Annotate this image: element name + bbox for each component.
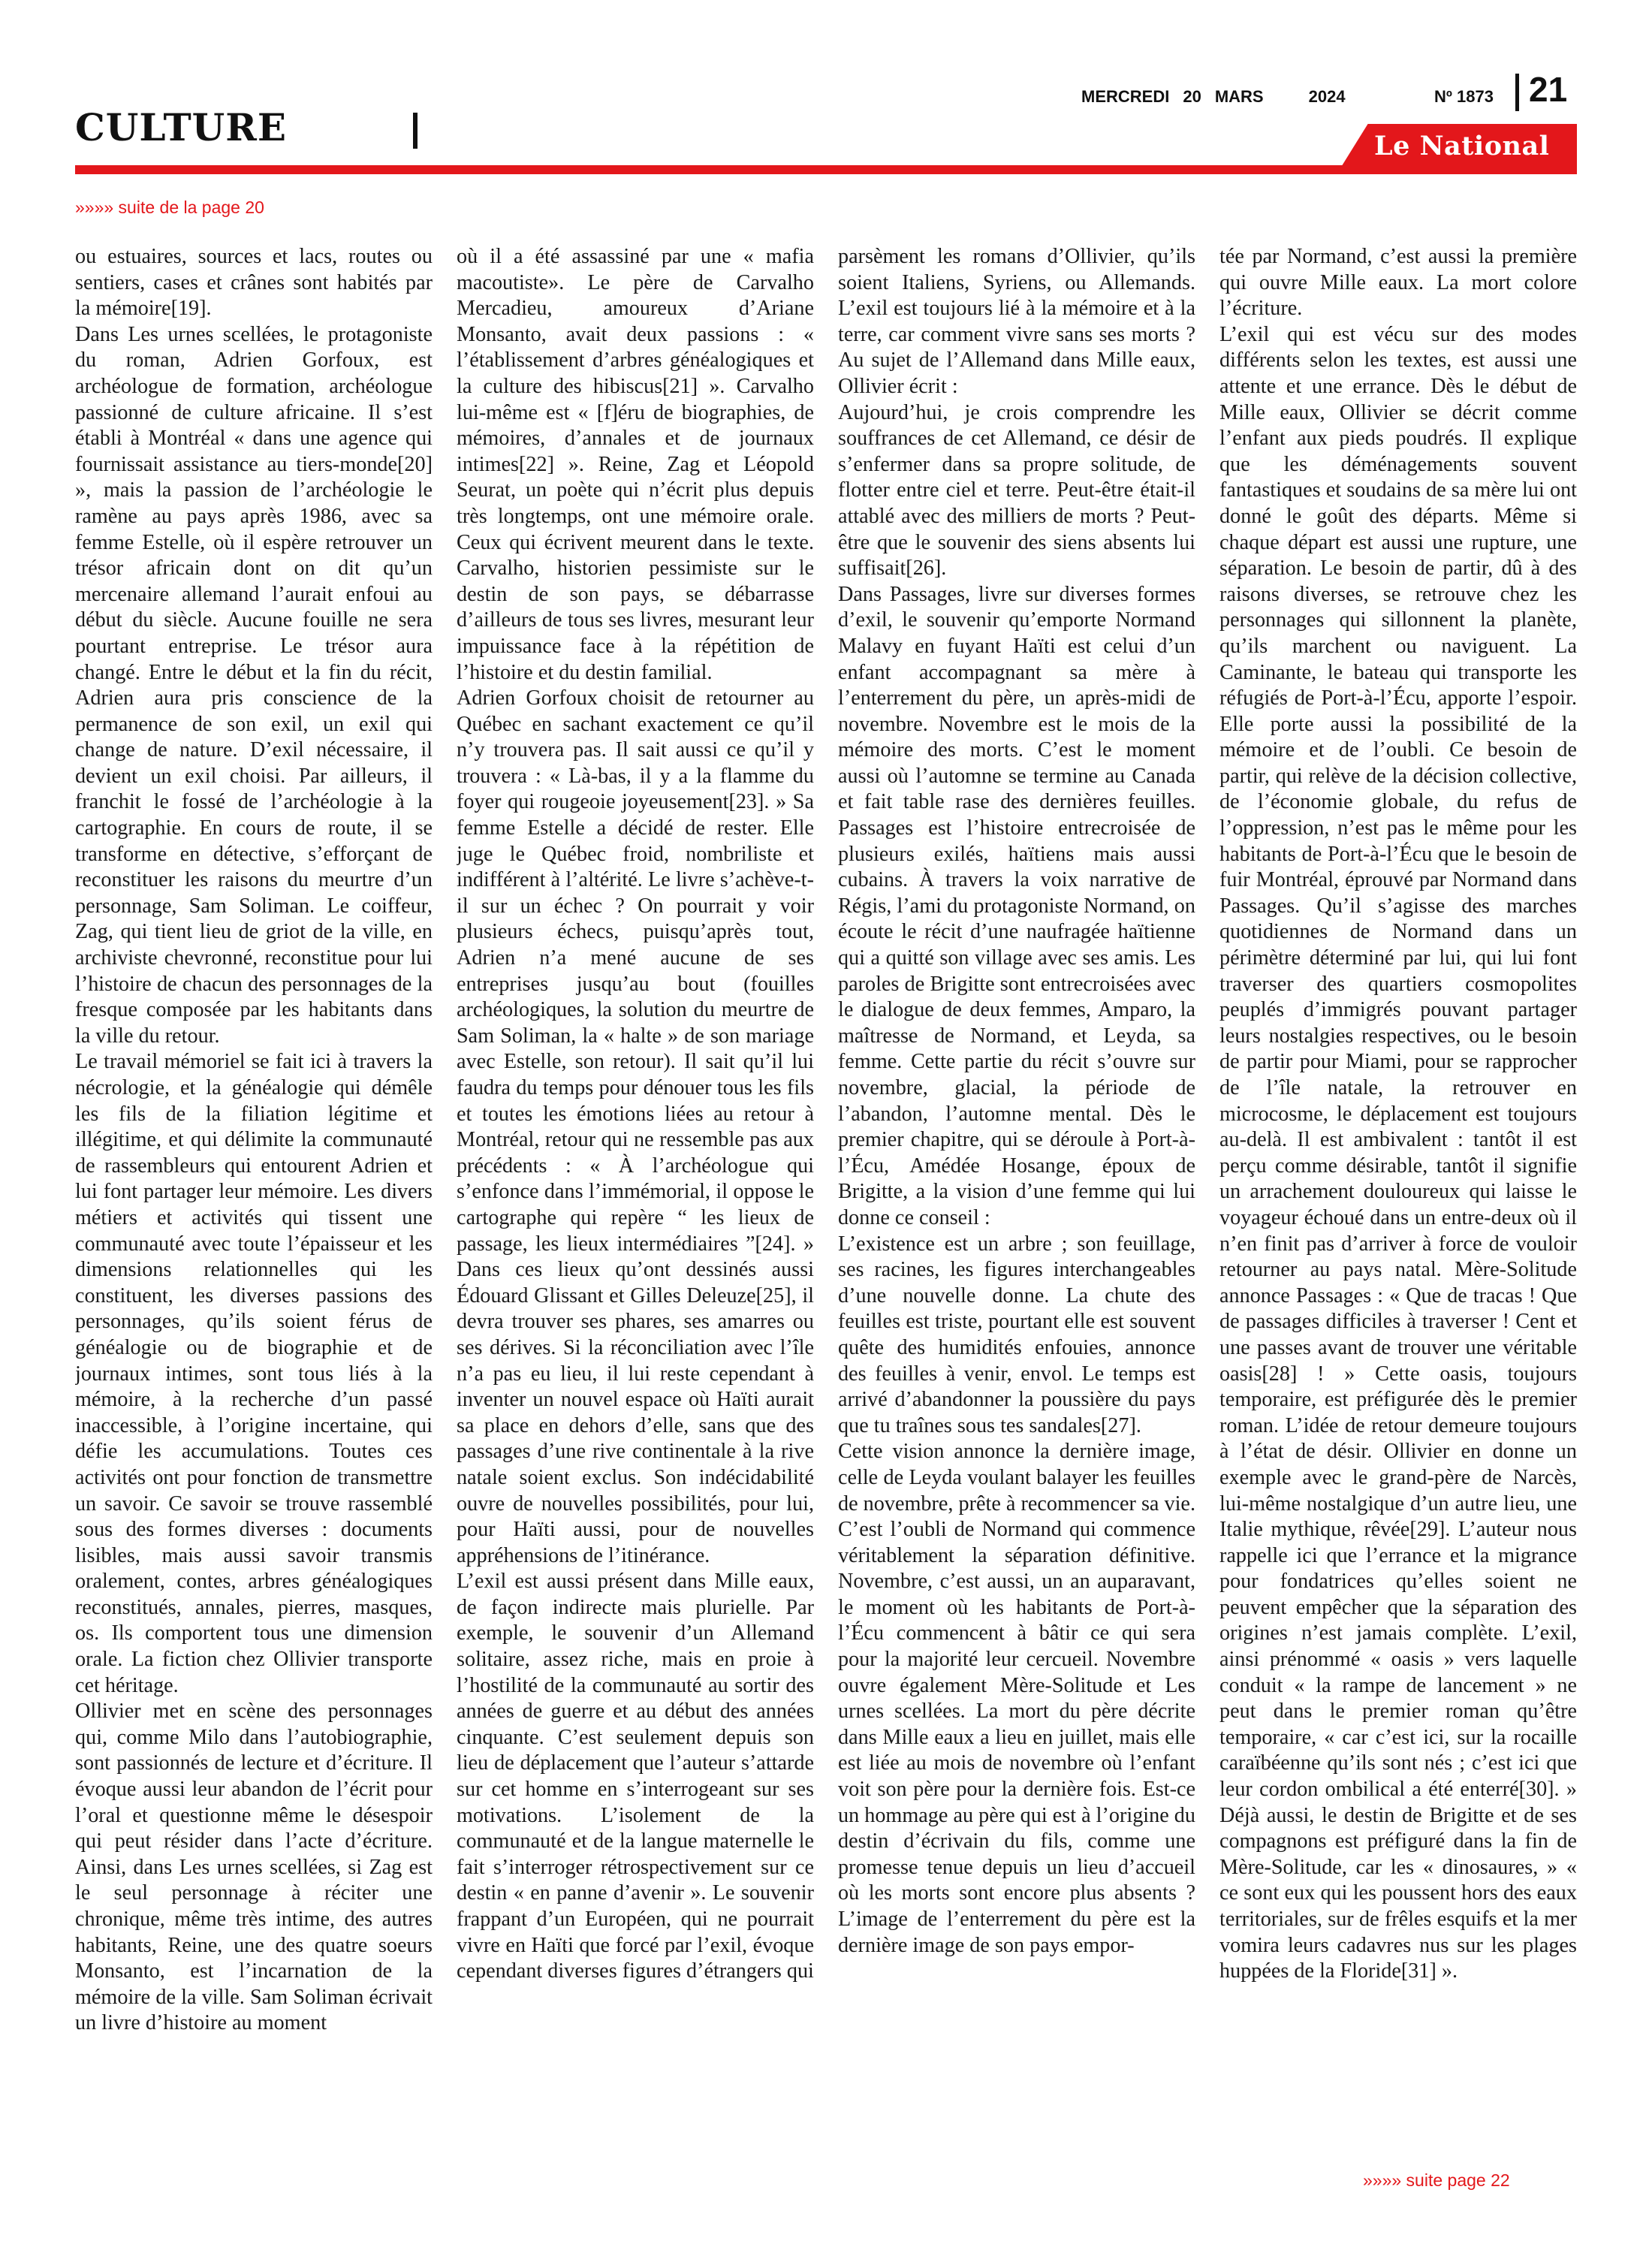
paragraph: Le travail mémoriel se fait ici à travers la nécrologie, et la généalogie qui démêle les fils de la filiation légitime et illégitime, et qui délimite la communauté de rassembleurs qui entourent Adrien et lui font partager leur mémoire. Les divers métiers et activités qui tissent une communauté avec toute l’épaisseur et les dimensions relationnelles qui les constituent, les diverses passions des personnages, qu’ils soient férus de généalogie ou de biographie et de journaux intimes, sont tous liés à la mémoire, à la recherche d’un passé inaccessible, à l’origine incertaine, qui défie les accumulations. Toutes ces activités ont pour fonction de transmettre un savoir. Ce savoir se trouve rassemblé sous des formes diverses : documents lisibles, mais aussi savoir transmis oralement, contes, arbres généalogiques reconstitués, annales, pierres, masques, os. Ils comportent tous une dimension orale. La fiction chez Ollivier transporte cet héritage.: [75, 1050, 433, 1697]
date-month: MARS: [1214, 87, 1264, 106]
brand-name: Le National: [1374, 131, 1550, 161]
paragraph: Cette vision annonce la dernière image, celle de Leyda voulant balayer les feuilles de novembre, prête à recommencer sa vie. C’est l’oubli de Normand qui commence véritablement la séparation définitive. Novembre, c’est aussi, un an auparavant, le moment où les habitants de Port-à-l’Écu commencent à bâtir ce qui sera pour la majorité leur cercueil. Novembre ouvre également Mère-Solitude et Les urnes scellées. La mort du père décrite dans Mille eaux a lieu en juillet, mais elle est liée au mois de novembre où l’enfant voit son père pour la dernière fois. Est-ce un hommage au père qui est à l’origine du destin d’écrivain du fils, comme une promesse tenue depuis un lieu d’accueil où les morts sont encore plus absents ? L’image de l’enterrement du père est la dernière image de son pays empor-: [838, 1440, 1195, 1957]
paragraph: Dans Les urnes scellées, le protagoniste du roman, Adrien Gorfoux, est archéologue de formation, archéologue passionné de culture africaine. Il s’est établi à Montréal « dans une agence qui fournissait assistance au tiers-monde[20] », mais la passion de l’archéologie le ramène au pays après 1986, avec sa femme Estelle, où il espère retrouver un trésor africain dont on dit qu’un mercenaire allemand l’aurait enfoui au début du siècle. Aucune fouille ne sera pourtant entreprise. Le trésor aura changé. Entre le début et la fin du récit, Adrien aura pris conscience de la permanence de son exil, un exil qui change de nature. D’exil nécessaire, il devient un exil choisi. Par ailleurs, il franchit le fossé de l’archéologie à la cartographie. En cours de route, il se transforme en détective, s’efforçant de reconstituer les raisons du meurtre d’un personnage, Sam Soliman. Le coiffeur, Zag, qui tient lieu de griot de la ville, en archiviste chevronné, reconstitue pour lui l’histoire de chacun des personnages de la fresque composée par les habitants dans la ville du retour.: [75, 322, 433, 1048]
issue-date: [1081, 87, 1359, 107]
block-quote: Aujourd’hui, je crois comprendre les souffrances de cet Allemand, ce désir de s’enfermer dans sa propre solitude, de flotter entre ciel et terre. Peut-être était-il attablé avec des milliers de morts ? Peut-être que le souvenir des siens absents lui suffisait[26].: [838, 400, 1195, 581]
date-day: 20: [1183, 87, 1201, 106]
paragraph: ou estuaires, sources et lacs, routes ou sentiers, cases et crânes sont habités par la mémoire[19].: [75, 245, 433, 321]
column-2: [457, 244, 814, 2167]
paragraph: parsèment les romans d’Ollivier, qu’ils soient Italiens, Syriens, ou Allemands. L’exil est toujours lié à la mémoire et à la terre, car comment vivre sans ses morts ? Au sujet de l’Allemand dans Mille eaux, Ollivier écrit :: [838, 245, 1195, 398]
page-number: 21: [1529, 70, 1568, 109]
column-1: [75, 244, 433, 2167]
paragraph: où il a été assassiné par une « mafia macoutiste». Le père de Carvalho Mercadieu, amoureux d’Ariane Monsanto, avait deux passions : « l’établissement d’arbres généalogiques et la culture des hibiscus[21] ». Carvalho lui-même est « [f]éru de biographies, de mémoires, d’annales et de journaux intimes[22] ». Reine, Zag et Léopold Seurat, un poète qui n’écrit plus depuis très longtemps, ont une mémoire orale. Ceux qui écrivent meurent dans le texte. Carvalho, historien pessimiste sur le destin de son pays, se débarrasse d’ailleurs de tous ses livres, mesurant leur impuissance face à la répétition de l’histoire et du destin familial.: [457, 245, 814, 684]
paragraph: L’exil qui est vécu sur des modes différents selon les textes, est aussi une attente et une errance. Dès le début de Mille eaux, Ollivier se décrit comme l’enfant aux pieds poudrés. Il explique que les déménagements souvent fantastiques et soudains de sa mère lui ont donné le goût des départs. Même si chaque départ est aussi une rupture, une séparation. Le besoin de partir, dû à des raisons diverses, se retrouve chez les personnages qui sillonnent la planète, qu’ils marchent ou naviguent. La Caminante, le bateau qui transporte les réfugiés de Port-à-l’Écu, apporte l’espoir. Elle porte aussi la possibilité de la mémoire et de l’oubli. Ce besoin de partir, qui relève de la décision collective, de l’économie globale, du refus de l’oppression, n’est pas le même pour les habitants de Port-à-l’Écu que le besoin de fuir Montréal, éprouvé par Normand dans Passages. Qu’il s’agisse des marches quotidiennes de Normand dans un périmètre déterminé par lui, qui lui font traverser des quartiers cosmopolites peuplés d’immigrés pouvant partager leurs nostalgies respectives, ou le besoin de partir pour Miami, pour se rapprocher de l’île natale, la retrouver en microcosme, le déplacement est toujours au-delà. Il est ambivalent : tantôt il est perçu comme désirable, tantôt il signifie un arrachement douloureux qui laisse le voyageur échoué dans un entre-deux où il n’en finit pas d’arriver à force de vouloir retourner au pays natal. Mère-Solitude annonce Passages : « Que de tracas ! Que de passages difficiles à traverser ! Cent et une passes avant de trouver une véritable oasis[28] ! » Cette oasis, toujours temporaire, est préfigurée dès le premier roman. L’idée de retour demeure toujours à l’état de désir. Ollivier en donne un exemple avec le grand-père de Narcès, lui-même nostalgique d’un autre lieu, une Italie mythique, rêvée[29]. L’auteur nous rappelle ici que l’errance et la migrance pour fondatrices qu’elles soient ne peuvent empêcher que la séparation des origines n’est jamais complète. L’exil, ainsi prénommé « oasis » vers laquelle conduit « la rampe de lancement » ne peut dans le premier roman qu’être temporaire, « car c’est ici, sur la rocaille caraïbéenne qu’ils sont nés ; c’est ici que leur cordon ombilical a été enterré[30]. » Déjà aussi, le destin de Brigitte et de ses compagnons est préfiguré dans la fin de Mère-Solitude, car les « dinosaures, » « ce sont eux qui les poussent hors des eaux territoriales, sur de frêles esquifs et la mer vomira leurs cadavres nus sur les plages huppées de la Floride[31] ».: [1219, 322, 1577, 1983]
date-weekday: MERCREDI: [1081, 87, 1170, 106]
section-title: CULTURE: [75, 105, 287, 149]
block-quote: L’existence est un arbre ; son feuillage, ses racines, les figures interchangeables d’une nouvelle donne. La chute des feuilles est triste, pourtant elle est souvent quête des humidités enfouies, annonce des feuilles à venir, envol. Le temps est arrivé d’abandonner la poussière du pays que tu traînes sous tes sandales[27].: [838, 1232, 1195, 1437]
date-year: 2024: [1308, 87, 1346, 106]
continued-from-link[interactable]: »»»» suite de la page 20: [75, 198, 264, 217]
paragraph: Ollivier met en scène des personnages qui, comme Milo dans l’autobiographie, sont passionnés de lecture et d’écriture. Il évoque aussi leur abandon de l’écrit pour l’oral et questionne même le désespoir qui peut résider dans l’acte d’écriture. Ainsi, dans Les urnes scellées, si Zag est le seul personnage à réciter une chronique, même très intime, des autres habitants, Reine, une des quatre soeurs Monsanto, est l’incarnation de la mémoire de la ville. Sam Soliman écrivait un livre d’histoire au moment: [75, 1700, 433, 2035]
column-4: [1219, 244, 1577, 2167]
paragraph: tée par Normand, c’est aussi la première qui ouvre Mille eaux. La mort colore l’écriture.: [1219, 245, 1577, 321]
issue-number: Nº 1873: [1434, 87, 1494, 106]
header-divider: [1515, 74, 1519, 111]
paragraph: Adrien Gorfoux choisit de retourner au Québec en sachant exactement ce qu’il n’y trouvera pas. Il sait aussi ce qu’il y trouvera : « Là-bas, il y a la flamme du foyer qui rougeoie joyeusement[23]. » Sa femme Estelle a décidé de rester. Elle juge le Québec froid, nombriliste et indifférent à l’altérité. Le livre s’achève-t-il sur un échec ? On pourrait y voir plusieurs échecs, puisqu’après tout, Adrien n’a mené aucune de ses entreprises jusqu’au bout (fouilles archéologiques, la solution du meurtre de Sam Soliman, la « halte » de son mariage avec Estelle, son retour). Il sait qu’il lui faudra du temps pour dénouer tous les fils et toutes les émotions liées au retour à Montréal, retour qui ne ressemble pas aux précédents : « À l’archéologue qui s’enfonce dans l’immémorial, il oppose le cartographe qui repère “ les lieux de passage, les lieux intermédiaires ”[24]. » Dans ces lieux qu’ont dessinés aussi Édouard Glissant et Gilles Deleuze[25], il devra trouver ses phares, ses amarres ou ses dérives. Si la réconciliation avec l’île n’a pas eu lieu, il lui reste cependant à inventer un nouvel espace où Haïti aurait sa place en dehors d’elle, sans que des passages d’une rive continentale à la rive natale soient exclus. Son indécidabilité ouvre de nouvelles possibilités, pour lui, pour Haïti aussi, pour de nouvelles appréhensions de l’itinérance.: [457, 686, 814, 1567]
column-3: [838, 244, 1195, 2167]
paragraph: L’exil est aussi présent dans Mille eaux, de façon indirecte mais plurielle. Par exemple, le souvenir d’un Allemand solitaire, assez riche, mais en proie à l’hostilité de la communauté au sortir des années de guerre et au début des années cinquante. C’est seulement depuis son lieu de déplacement que l’auteur s’attarde sur cet homme en s’interrogeant sur ses motivations. L’isolement de la communauté et de la langue maternelle le fait s’interroger rétrospectivement sur ce destin « en panne d’avenir ». Le souvenir frappant d’un Européen, qui ne pourrait vivre en Haïti que forcé par l’exil, évoque cependant diverses figures d’étrangers qui: [457, 1570, 814, 1983]
section-divider: [413, 113, 418, 149]
article-body: [75, 244, 1577, 2167]
paragraph: Dans Passages, livre sur diverses formes d’exil, le souvenir qu’emporte Normand Malavy en fuyant Haïti est celui d’un enfant accompagnant sa mère à l’enterrement du père, un après-midi de novembre. Novembre est le mois de la mémoire des morts. C’est le moment aussi où l’automne se termine au Canada et fait table rase des dernières feuilles. Passages est l’histoire entrecroisée de plusieurs exilés, haïtiens mais aussi cubains. À travers la voix narrative de Régis, l’ami du protagoniste Normand, on écoute le récit d’une naufragée haïtienne qui a quitté son village avec ses amis. Les paroles de Brigitte sont entrecroisées avec le dialogue de deux femmes, Amparo, la maîtresse de Normand, et Leyda, sa femme. Cette partie du récit s’ouvre sur novembre, glacial, la période de l’abandon, l’automne mental. Dès le premier chapitre, qui se déroule à Port-à-l’Écu, Amédée Hosange, époux de Brigitte, a la vision d’une femme qui lui donne ce conseil :: [838, 582, 1195, 1229]
continued-to-link[interactable]: »»»» suite page 22: [1363, 2170, 1510, 2190]
